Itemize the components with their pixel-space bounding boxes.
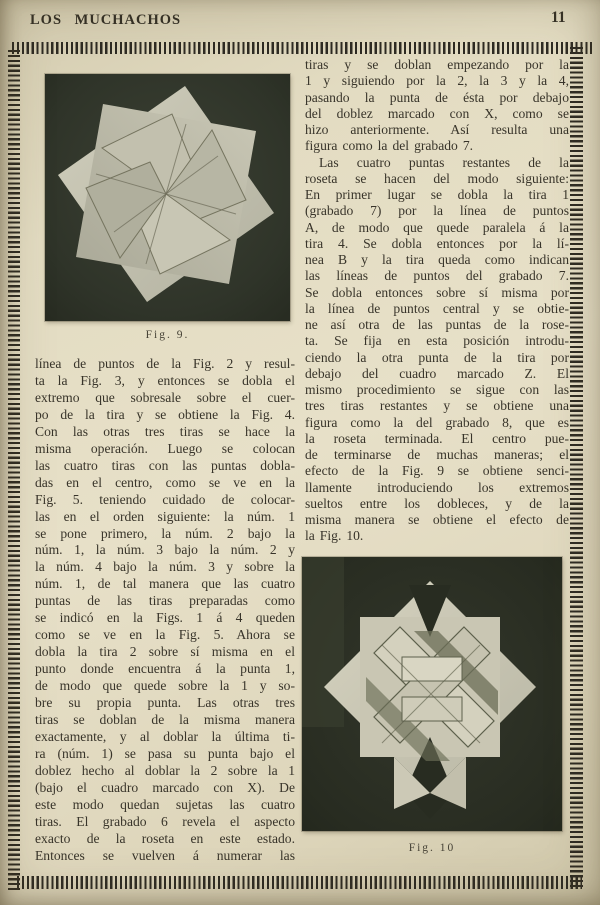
text-line: En primer lugar se dobla la tira 1 — [305, 187, 569, 202]
text-line: este modo quedan sujetas las cuatro — [35, 796, 295, 812]
text-line: exacto de la roseta en este estado. — [35, 830, 295, 846]
text-line: sueltos entre los dobleces, y de la — [305, 495, 569, 511]
text-line: las en el orden siguiente: la núm. 1 — [35, 508, 295, 524]
text-line: ne así otra de las puntas de la rose- — [305, 317, 569, 332]
text-line: debajo del cuadro marcado Z. El — [305, 365, 569, 381]
text-line: dobla la tira 2 sobre sí misma en el — [35, 644, 295, 660]
text-line: se pone primero, la núm. 2 bajo la — [35, 525, 295, 541]
text-line: (bajo el cuadro marcado con X). De — [35, 779, 295, 795]
text-line: figura como la del grabado 7. — [305, 138, 474, 154]
text-line: del doblez marcado con X, como se — [305, 105, 569, 121]
page-number: 11 — [551, 9, 566, 26]
frame-border-top — [12, 42, 592, 54]
text-line: las líneas de puntos del grabado 7. — [305, 268, 569, 284]
text-line: roseta se hacen del modo siguiente: — [305, 170, 569, 186]
text-line: de terminarse de muchas maneras; el — [305, 447, 569, 462]
text-line: puntas de las tiras preparadas como — [35, 593, 295, 609]
text-line: misma manera se obtiene el efecto de — [305, 512, 569, 527]
text-line: la núm. 4 bajo la núm. 3 y sobre la — [35, 559, 295, 575]
text-line: Las cuatro puntas restantes de la — [319, 154, 569, 170]
text-line: línea de puntos de la Fig. 2 y resul- — [35, 356, 295, 371]
text-line: exactamente, y al doblar la última ti- — [35, 728, 295, 744]
text-line: como se ve en la Fig. 5. Ahora se — [35, 627, 295, 643]
text-line: hizo anteriormente. Así resulta una — [305, 122, 569, 137]
text-line: tiras se doblan de la misma manera — [35, 712, 295, 728]
figure-10-caption: Fig. 10 — [408, 842, 456, 854]
text-line: ciendo la otra punta de la tira por — [305, 349, 569, 365]
text-line: las cuatro tiras con las puntas dobla- — [35, 457, 295, 473]
text-line: mismo procedimiento se sigue con las — [305, 382, 569, 397]
text-line: misma operación. Luego se colocan — [35, 440, 295, 456]
text-line: das en el centro, como se ve en la — [35, 474, 295, 490]
text-line: la roseta terminada. El centro pue- — [305, 430, 569, 446]
text-line: nea B y la tira queda como indican — [305, 252, 569, 267]
text-line: se indicó en la Figs. 1 á 4 queden — [35, 610, 295, 626]
right-text-column — [305, 57, 569, 545]
text-line: llamente introduciendo los extremos — [305, 479, 569, 495]
left-text-column — [35, 356, 295, 865]
text-line: Se dobla entonces sobre sí misma por — [305, 284, 569, 300]
text-line: Con las otras tres tiras se hace la — [35, 423, 295, 439]
text-line: la línea de puntos central y se obtie- — [305, 300, 569, 316]
figure-10-photo — [302, 557, 562, 831]
origami-rosette-star-illustration — [45, 74, 290, 321]
frame-border-bottom — [17, 876, 582, 889]
text-line: tiras y se doblan empezando por la — [305, 57, 569, 72]
text-line: (grabado 7) por la línea de puntos — [305, 203, 569, 219]
text-line: A, de modo que quede paralela á la — [305, 219, 569, 235]
text-line: ta. Se fija en esta posición introdu- — [305, 333, 569, 349]
text-line: Entonces se vuelven á numerar las — [35, 847, 295, 863]
publication-title: LOS MUCHACHOS — [30, 12, 182, 28]
text-line: de modo que quede sobre la 1 y so- — [35, 678, 295, 694]
text-line: extremo que sobresale sobre el cuer- — [35, 389, 295, 405]
text-line: 1 y siguiendo por la 2, la 3 y la 4, — [305, 73, 569, 89]
text-line: la Fig. 10. — [305, 528, 364, 544]
woven-rosette-star-illustration — [302, 557, 562, 831]
text-line: ra (núm. 1) se pasa su punta bajo el — [35, 745, 295, 761]
text-line: efecto de la Fig. 9 se obtiene senci- — [305, 463, 569, 479]
text-line: tira 4. Se dobla entonces por la lí- — [305, 235, 569, 251]
text-line: núm. 1, la núm. 3 bajo la núm. 2 y — [35, 542, 295, 558]
text-line: ta la Fig. 3, y entonces se dobla el — [35, 372, 295, 388]
text-line: tiras. El grabado 6 revela el aspecto — [35, 813, 295, 829]
text-line: tres tiras restantes y se obtiene una — [305, 398, 569, 414]
text-line: bre su propia punta. Las otras tres — [35, 695, 295, 711]
text-line: po de la tira y se obtiene la Fig. 4. — [35, 406, 295, 422]
frame-border-right — [570, 47, 583, 890]
figure-9-caption: Fig. 9. — [145, 329, 190, 341]
text-line: núm. 1, de tal manera que las cuatro — [35, 576, 295, 592]
text-line: pasando la punta de ésta por debajo — [305, 89, 569, 105]
text-line: figura como la del grabado 8, que es — [305, 414, 569, 430]
text-line: doblez hecho al doblar la 2 sobre la 1 — [35, 762, 295, 778]
text-line: punto donde encuentra á la punta 1, — [35, 661, 295, 677]
text-line: Fig. 5. teniendo cuidado de colocar- — [35, 491, 295, 507]
figure-9-photo — [45, 74, 290, 321]
frame-border-left — [8, 50, 20, 890]
